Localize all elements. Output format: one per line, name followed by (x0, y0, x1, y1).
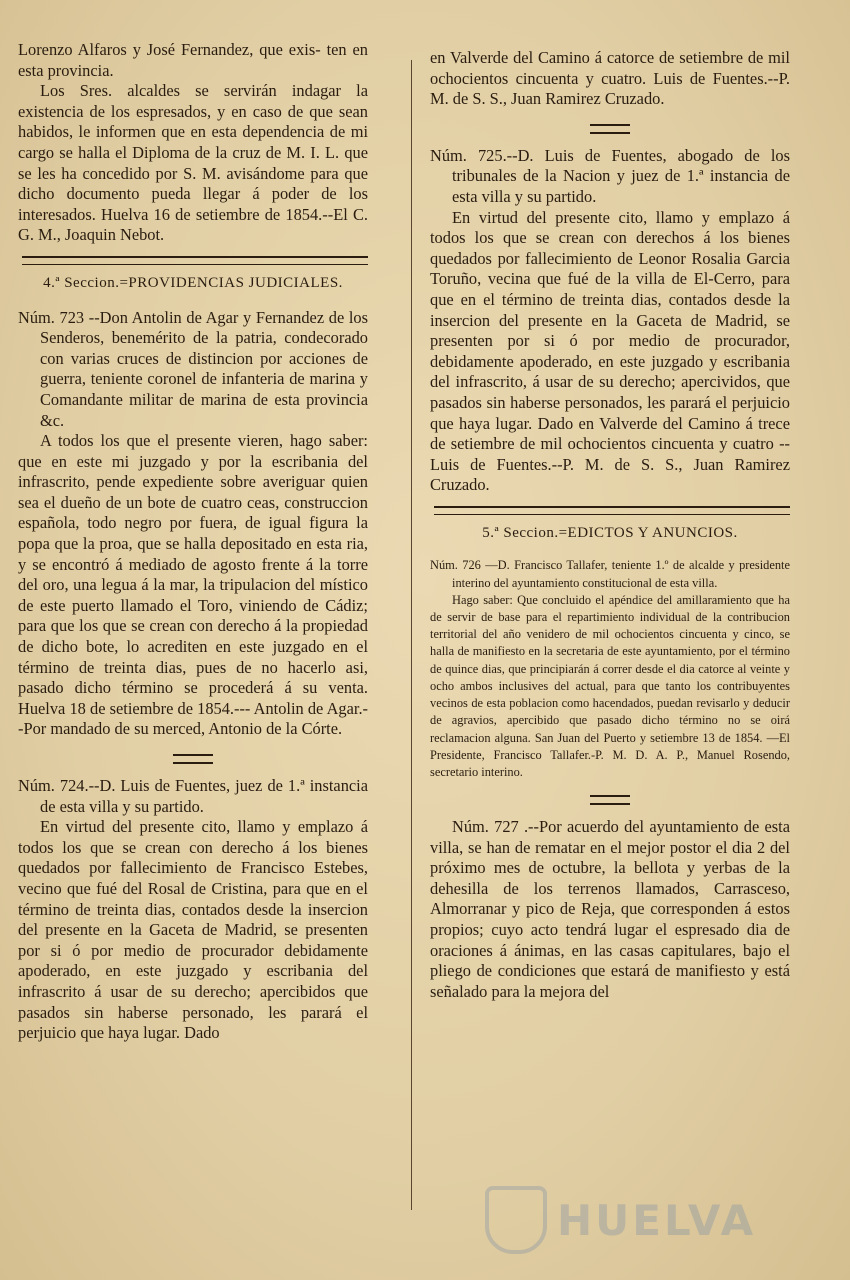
watermark-text: HUELVA (557, 1195, 757, 1245)
watermark (485, 1180, 775, 1260)
notice-725-heading: Núm. 725.--D. Luis de Fuentes, abogado de los tribunales de la Nacion y juez de 1.ª instancia de esta villa y su partido. (430, 145, 790, 206)
column-divider (411, 60, 412, 1210)
notice-725-body: En virtud del presente cito, llamo y emplazo á todos los que se crean con derechos á los bienes quedados por fallecimiento de Leonor Rosalia Garcia Toruño, vecina que fué de la villa de El-Cerro, para que en el término de treinta dias, contados desde la insercion del presente en la Gaceta de Madrid, se presenten por si ó por medio de procurador, debidamente apoderado, en este juzgado y escribania del infrascrito, á usar de su derecho; apercividos, que pasados sin haberse personados, les parará el perjuicio que haya lugar. Dado en Valverde del Camino á trece de setiembre de mil ochocientos cincuenta y cuatro --Luis de Fuentes.--P. M. de S. S., Juan Ramirez Cruzado. (430, 207, 790, 495)
section-5-heading: 5.ª Seccion.=EDICTOS Y ANUNCIOS. (482, 524, 738, 541)
notice-723-body: A todos los que el presente vieren, hago saber: que en este mi juzgado y por la escribania del infrascrito, pende expediente sobre averiguar quien sea el dueño de un bote de cuatro ceas, construccion española, todo negro por fuera, de igual figura la popa que la proa, que se halla depositado en esta ria, y se encontró á mediado de agosto frente á la torre del oro, una legua á la mar, la tripulacion del místico de este puerto llamado el Toro, viniendo de Cádiz; para que los que se crean con derecho á la propiedad de dicho bote, lo acrediten en este juzgado en el término de treinta dias, pues de no hacerlo asi, pasado dicho término se procederá á su venta. Huelva 18 de setiembre de 1854.--- Antolin de Agar.--Por mandado de su merced, Antonio de la Córte. (18, 431, 368, 739)
section-rule (434, 506, 790, 515)
left-column (18, 40, 368, 1044)
notice-723-heading: Núm. 723 --Don Antolin de Agar y Fernandez de los Senderos, benemérito de la patria, condecorado con varias cruces de distincion por acciones de guerra, teniente coronel de infanteria de marina y Comandante militar de marina de esta provincia &c. (18, 307, 368, 430)
notice-726-heading: Núm. 726 —D. Francisco Tallafer, teniente 1.º de alcalde y presidente interino del ayuntamiento constitucional de esta villa. (430, 558, 790, 590)
notice-726-body: Hago saber: Que concluido el apéndice del amillaramiento que ha de servir de base para el repartimiento individual de la contribucion territorial del año venidero de mil ochocientos cincuenta y cinco, se halla de manifiesto en la secretaria de este ayuntamiento, por el término de quince dias, que principiarán á correr desde el dia catorce al veinte y ocho ambos inclusives del actual, para que tanto los contribuyentes vecinos de esta poblacion como hacendados, puedan revisarlo y deducir de agravios, apercibido que pasado dicho término no se oirá reclamacion alguna. San Juan del Puerto y setiembre 13 de 1854. —El Presidente, Francisco Tallafer.-P. M. D. A. P., Manuel Rosendo, secretario interino. (430, 592, 790, 779)
notice-paragraph: Los Sres. alcaldes se servirán indagar la existencia de los espresados, y en caso de que sean habidos, le informen que en esta dependencia de mi cargo se halla el Diploma de la cruz de M. I. L. que se les ha concedido por S. M. avisándome para que dicho documento pueda llegar á poder de los interesados. Huelva 16 de setiembre de 1854.--El C. G. M., Joaquin Nebot. (18, 81, 368, 245)
section-4-heading: 4.ª Seccion.=PROVIDENCIAS JUDICIALES. (43, 274, 343, 291)
shield-icon (485, 1186, 547, 1254)
continued-paragraph-right: en Valverde del Camino á catorce de setiembre de mil ochocientos cincuenta y cuatro. Luis de Fuentes.--P. M. de S. S., Juan Ramirez Cruzado. (430, 48, 790, 109)
continued-paragraph: Lorenzo Alfaros y José Fernandez, que exis- ten en esta provincia. (18, 40, 368, 80)
notice-724-body: En virtud del presente cito, llamo y emplazo á todos los que se crean con derecho á los bienes quedados por fallecimiento de Francisco Estebes, vecino que fué del Rosal de Cristina, para que en el término de treinta dias, contados desde la insercion del presente en la Gaceta de Madrid, se presenten por si ó por medio de procurador debidamente apoderado, en este juzgado y escribania del infrascrito á usar de su derecho; apercibidos que pasados sin haberse personado, les parará el perjuicio que haya lugar. Dado (18, 817, 368, 1043)
section-rule (22, 256, 368, 265)
ornament-rule (590, 795, 630, 805)
ornament-rule (590, 124, 630, 134)
notice-724-heading: Núm. 724.--D. Luis de Fuentes, juez de 1.ª instancia de esta villa y su partido. (18, 776, 368, 816)
notice-727: Núm. 727 .--Por acuerdo del ayuntamiento de esta villa, se han de rematar en el mejor postor el dia 2 del próximo mes de octubre, la bellota y yerbas de la dehesilla de los terrenos llamados, Carrasceso, Almorranar y pico de Reja, que corresponden á estos propios; cuyo acto tendrá lugar el espresado dia de oraciones á ánimas, en las casas capitulares, bajo el pliego de condiciones que estará de manifiesto y está señalado para la mejora del (430, 817, 790, 1001)
right-column (430, 48, 790, 1002)
ornament-rule (173, 754, 213, 764)
